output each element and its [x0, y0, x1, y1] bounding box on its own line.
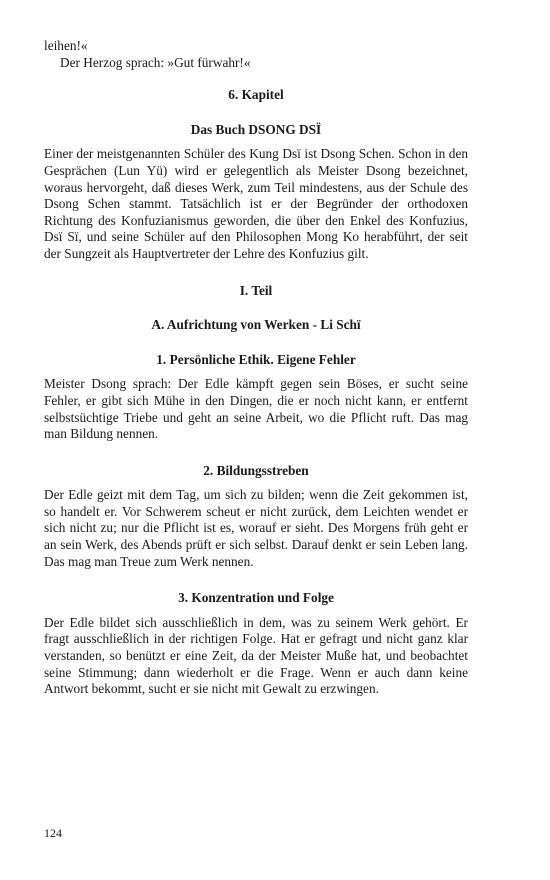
page-number: 124	[44, 826, 62, 840]
section-heading: 2. Bildungsstreben	[203, 462, 309, 478]
chapter-title: Das Buch DSONG DSÏ	[190, 121, 322, 137]
section-text: Der Edle geizt mit dem Tag, um sich zu bilden; wenn die Zeit gekommen ist, so handelt er. Vor Schwerem scheut er nicht zurück, dem Leichten wendet er sich nicht zu; nur die Pflicht ist es, worauf er sieht. Des Morgens früh geht er an sein Werk, des Abends prüft er sich selbst. Darauf denkt er sein Leben lang. Das mag man Treue zum Werk nennen.	[44, 487, 468, 569]
continuation-line: leihen!«	[44, 38, 88, 53]
section-text: Der Edle bildet sich ausschließlich in dem, was zu seinem Werk gehört. Er fragt ausschließlich in der richtigen Folge. Hat er gefragt und nicht ganz klar verstanden, so benützt er eine Zeit, da der Meister Muße hat, und beobachtet seine Stimmung; dann wiederholt er die Frage. Wenn er auch dann keine Antwort bekommt, sucht er sie nicht mit Gewalt zu erzwingen.	[44, 614, 468, 697]
chapter-intro: Einer der meistgenannten Schüler des Kung Dsï ist Dsong Schen. Schon in den Gesprächen (Lun Yü) wird er gelegentlich als Meister Dsong bezeichnet, woraus hervorgeht, daß dieses Werk, zum Teil mindestens, aus der Schule des Dsong Schen stammt. Tatsächlich ist er der Begründer der orthodoxen Richtung des Konfuzianismus geworden, die über den Enkel des Konfuzius, Dsï Sï, und seine Schüler auf den Philosophen Mong Ko herabführt, der seit der Sungzeit als Hauptvertreter der Lehre des Konfuzius gilt.	[44, 146, 468, 261]
part-title: I. Teil	[239, 282, 273, 298]
chapter-number: 6. Kapitel	[228, 87, 284, 103]
section-heading: 1. Persönliche Ethik. Eigene Fehler	[156, 351, 356, 367]
section-heading: 3. Konzentration und Folge	[178, 590, 334, 606]
continuation-line: Der Herzog sprach: »Gut fürwahr!«	[60, 54, 251, 70]
page-body	[44, 38, 468, 698]
section-text: Meister Dsong sprach: Der Edle kämpft gegen sein Böses, er sucht seine Fehler, er gibt sich Mühe in den Dingen, die er noch nicht kann, er entfernt selbstsüchtige Triebe und geht an seine Arbeit, wo die Pflicht ruft. Das mag man Bildung nennen.	[44, 376, 468, 442]
part-subtitle: A. Aufrichtung von Werken - Li Schï	[151, 317, 361, 333]
